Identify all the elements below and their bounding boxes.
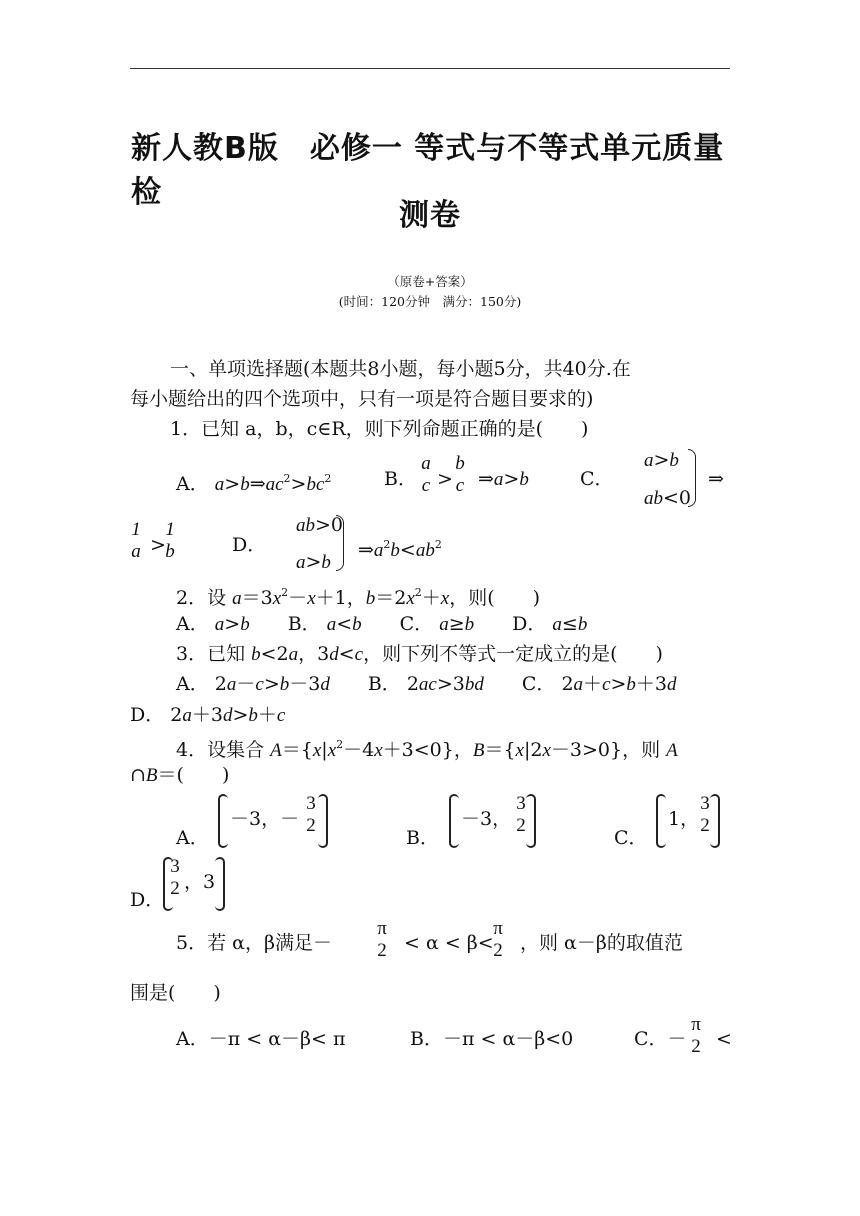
q1-d-brace [336, 515, 344, 571]
q4-stem-2: ∩B＝( ) [130, 764, 230, 786]
q4-stem-1: 4．设集合 $A=\{x|x^2-4x+3<0\}$，B＝{x|2x－3>0}，则 A [176, 738, 678, 761]
q4-a-rbracket [318, 794, 328, 848]
q5-frac1: π 2 [377, 918, 387, 961]
q4-c-rbracket [710, 794, 720, 848]
q5-stem-2: 围是( ) [130, 982, 221, 1004]
q1-option-d-label: D． [232, 534, 267, 556]
q1-d-impl: $\Rightarrow a^2b<ab^2$ [358, 538, 442, 561]
q5-option-c: C．－ [634, 1028, 687, 1050]
q4-b-lbracket [449, 794, 459, 848]
q1-b-gt: > [437, 468, 453, 490]
q1-option-b-label: B． [384, 468, 417, 490]
q5-stem-a: 5．若 α，β满足－ [176, 932, 332, 954]
subtitle-1: （原卷+答案） [387, 274, 473, 289]
q3-stem: 3．已知 b<2a，3d<c，则下列不等式一定成立的是( ) [176, 643, 663, 665]
doc-title-line2: 测卷 [399, 198, 461, 233]
q4-c-label: C． [614, 827, 648, 849]
q4-a-text: －3，－ [230, 808, 300, 830]
q4-c-text: 1， [668, 808, 700, 830]
q1-c-cond1: a>b [644, 449, 679, 471]
q4-d-frac: 3 2 [170, 856, 180, 899]
q2-options: A． a>b B． a<b C． a≥b D． a≤b [176, 613, 588, 635]
doc-title-line1: 新人教B版 必修一 等式与不等式单元质量检 [131, 131, 725, 210]
q2-stem: 2．设 $a=3x^2-x+1$，$b=2x^2+x$，则( ) [176, 586, 541, 609]
q4-b-text: －3， [461, 808, 512, 830]
q1-b-impl: ⇒a>b [478, 468, 529, 490]
q1-c-frac2: 1 b [165, 519, 175, 562]
q1-d-cond2: a>b [296, 551, 331, 573]
q5-c-frac: π 2 [691, 1014, 701, 1057]
section-heading-1: 一、单项选择题(本题共8小题，每小题5分，共40分.在 [170, 358, 631, 380]
q1-option-a: A． $a>b\Rightarrow ac^2>bc^2$ [176, 472, 332, 495]
q4-c-lbracket [656, 794, 666, 848]
q1-b-frac2: b c [455, 453, 465, 496]
q4-d-text: ，3 [184, 871, 216, 893]
q1-c-gt: > [150, 534, 166, 556]
q5-c-lt: < [716, 1028, 732, 1050]
q5-stem-c: ，则 α－β的取值范 [520, 932, 683, 954]
q4-b-rbracket [526, 794, 536, 848]
q4-d-rbracket [215, 857, 225, 911]
q5-option-b: B．－π < α－β<0 [410, 1028, 574, 1050]
q4-a-lbracket [218, 794, 228, 848]
q5-frac2: π 2 [493, 918, 503, 961]
q1-d-cond1: ab>0 [296, 514, 344, 536]
q3-options-1: A． 2a－c>b－3d B． 2ac>3bd C． 2a＋c>b＋3d [176, 673, 677, 695]
q4-a-label: A． [176, 827, 209, 849]
q5-stem-b: < α < β< [404, 932, 494, 954]
q3-options-2: D． 2a＋3d>b＋c [130, 704, 286, 726]
top-rule [130, 68, 730, 69]
q1-stem: 1．已知 a，b，c∈R，则下列命题正确的是( ) [170, 418, 589, 440]
q4-b-frac: 3 2 [516, 793, 526, 836]
q5-option-a: A．－π < α－β< π [176, 1028, 346, 1050]
q4-c-frac: 3 2 [700, 793, 710, 836]
q1-option-c-label: C． [580, 468, 614, 490]
q4-d-label: D． [130, 889, 165, 911]
q1-c-frac1: 1 a [131, 519, 141, 562]
q1-b-frac1: a c [421, 453, 431, 496]
section-heading-2: 每小题给出的四个选项中，只有一项是符合题目要求的) [130, 388, 594, 410]
q1-c-impl: ⇒ [708, 468, 724, 490]
q4-b-label: B． [406, 827, 439, 849]
q4-a-frac: 3 2 [306, 793, 316, 836]
q1-c-brace [688, 449, 696, 507]
subtitle-2: (时间：120分钟 满分：150分) [338, 294, 522, 309]
q1-c-cond2: ab<0 [644, 487, 692, 509]
